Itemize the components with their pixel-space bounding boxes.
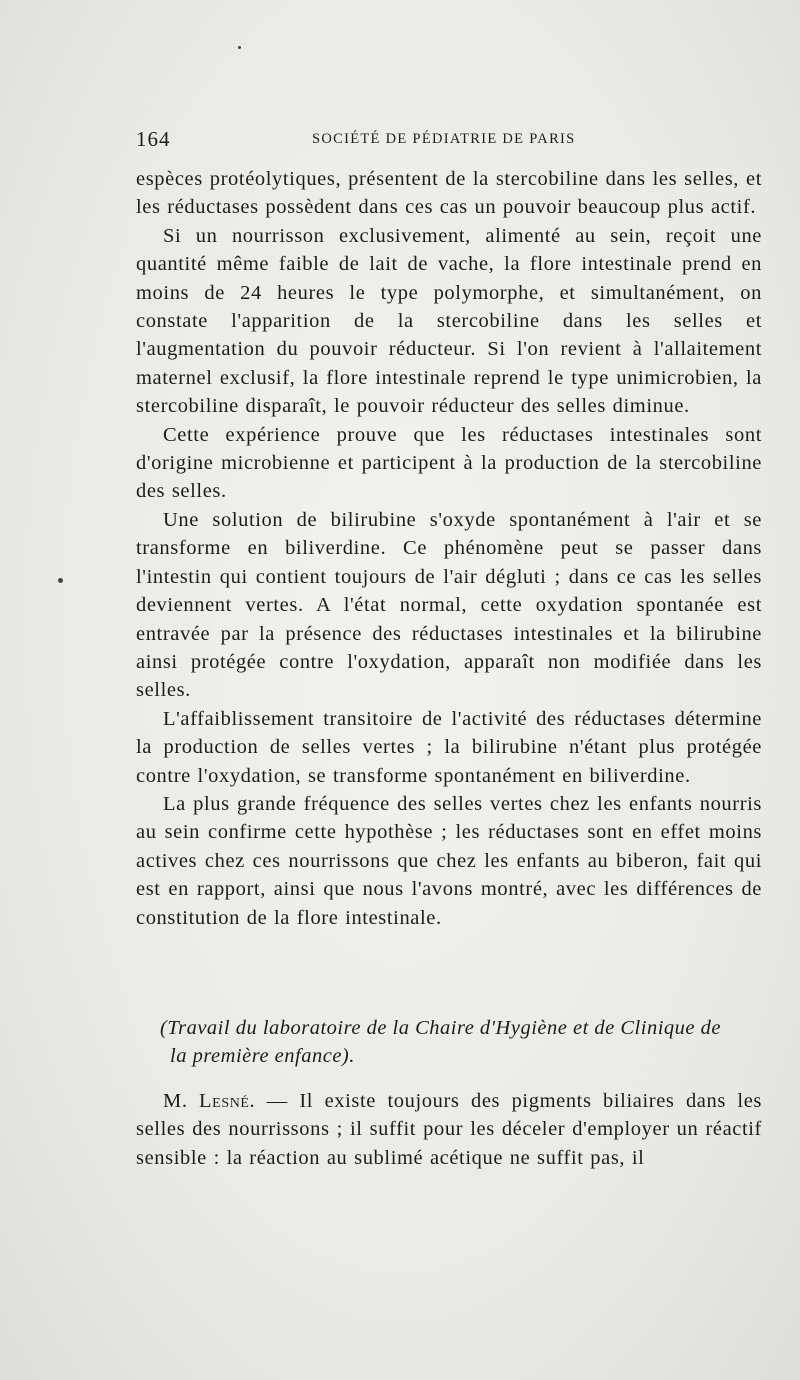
paragraph: La plus grande fréquence des selles vertes chez les enfants nourris au sein confirme cette hypothèse ; les réductases sont en effet moins actives chez ces nourrissons que chez les enfants au biberon, fait qui est en rapport, ainsi que nous l'avons montré, avec les différences de constitution de la flore intestinale. <box>136 792 762 929</box>
speaker-name: M. Lesné. <box>163 1090 256 1112</box>
paragraph: Si un nourrisson exclusivement, alimenté au sein, reçoit une quantité même faible de lait de vache, la flore intestinale prend en moins de 24 heures le type polymorphe, et simultanément, on constate l'apparition de la stercobiline dans les selles et l'augmentation du pouvoir réducteur. Si l'on revient à l'allaitement maternel exclusif, la flore intestinale reprend le type unimicrobien, la stercobiline disparaît, le pouvoir réducteur des selles diminue. <box>136 224 762 418</box>
print-speck <box>58 578 63 583</box>
paragraph: Cette expérience prouve que les réductases intestinales sont d'origine microbienne et participent à la production de la stercobiline des selles. <box>136 423 762 503</box>
citation-note <box>160 1014 760 1071</box>
paragraph: espèces protéolytiques, présentent de la stercobiline dans les selles, et les réductases possèdent dans ces cas un pouvoir beaucoup plus actif. <box>136 168 762 219</box>
running-head: SOCIÉTÉ DE PÉDIATRIE DE PARIS <box>312 131 576 147</box>
paragraph: L'affaiblissement transitoire de l'activité des réductases détermine la production de selles vertes ; la bilirubine n'étant plus protégée contre l'oxydation, se transforme spontanément en biliverdine. <box>136 707 762 787</box>
citation-line: la première enfance). <box>170 1045 355 1068</box>
print-speck <box>238 46 241 49</box>
page-number: 164 <box>136 127 171 151</box>
body-text <box>136 165 762 932</box>
speaker-remark: — Il existe toujours des pigments biliaires dans les selles des nourrissons ; il suffit pour les déceler d'employer un réactif sensible : la réaction au sublimé acétique ne suffit pas, il <box>136 1090 762 1169</box>
page-header <box>136 127 762 153</box>
citation-line: (Travail du laboratoire de la Chaire d'Hygiène et de Clinique de <box>160 1017 721 1039</box>
paragraph: Une solution de bilirubine s'oxyde spontanément à l'air et se transforme en biliverdine. Ce phénomène peut se passer dans l'intestin qui contient toujours de l'air dégluti ; dans ce cas les selles deviennent vertes. A l'état normal, cette oxydation spontanée est entravée par la présence des réductases intestinales et la bilirubine ainsi protégée contre l'oxydation, apparaît non modifiée dans les selles. <box>136 508 762 702</box>
discussion-text <box>136 1087 762 1172</box>
paragraph <box>136 1087 762 1172</box>
